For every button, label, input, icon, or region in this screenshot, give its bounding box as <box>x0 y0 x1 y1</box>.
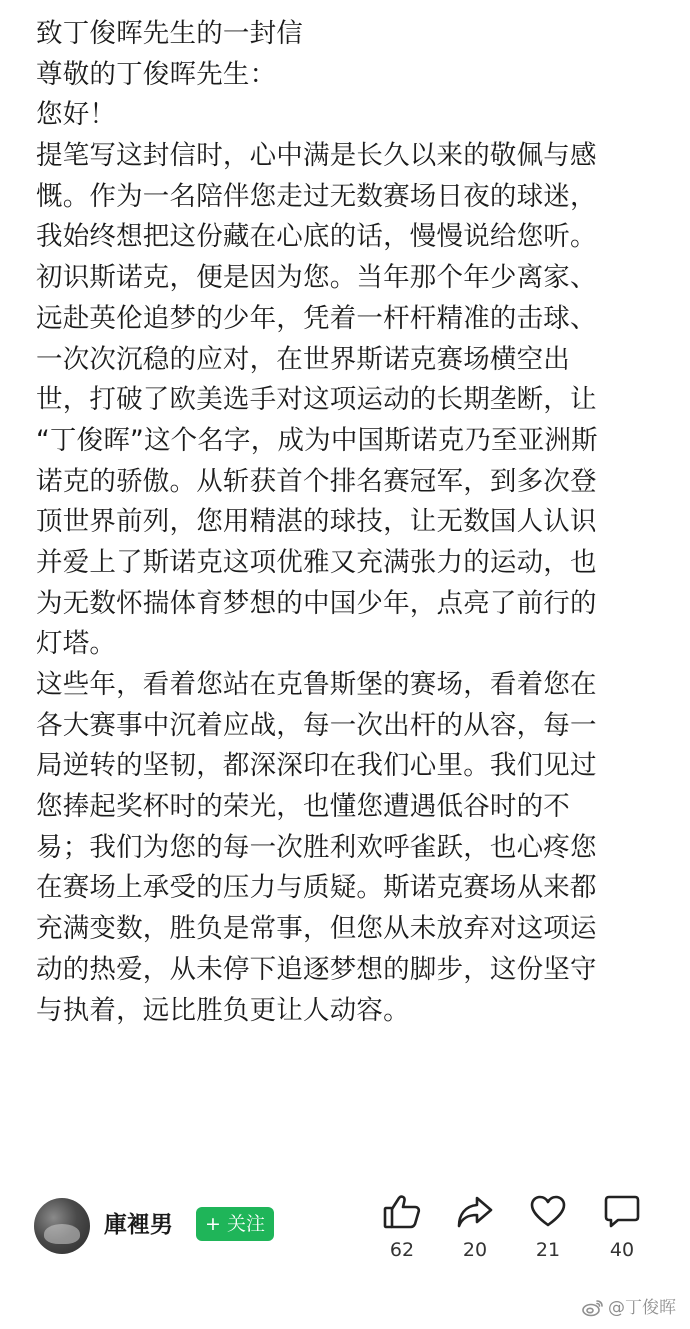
share-arrow-icon <box>456 1194 494 1230</box>
letter-line: 提笔写这封信时，心中满是长久以来的敬佩与感 <box>36 140 597 172</box>
like-count: 62 <box>389 1239 415 1261</box>
letter-line: 世，打破了欧美选手对这项运动的长期垄断，让 <box>36 384 597 416</box>
comment-bubble-icon <box>603 1194 641 1230</box>
letter-line: 初识斯诺克，便是因为您。当年那个年少离家、 <box>36 262 597 294</box>
comment-button[interactable] <box>592 1190 652 1262</box>
letter-line: 充满变数，胜负是常事，但您从未放弃对这项运 <box>36 913 597 945</box>
letter-line: 并爱上了斯诺克这项优雅又充满张力的运动，也 <box>36 546 597 578</box>
letter-line: 灯塔。 <box>36 628 117 660</box>
letter-line: 这些年，看着您站在克鲁斯堡的赛场，看着您在 <box>36 669 597 700</box>
letter-line: 一次次沉稳的应对，在世界斯诺克赛场横空出 <box>36 343 570 375</box>
letter-line: 诺克的骄傲。从斩获首个排名赛冠军，到多次登 <box>36 465 597 497</box>
letter-line: 在赛场上承受的压力与质疑。斯诺克赛场从来都 <box>36 872 597 904</box>
like-button[interactable] <box>372 1190 432 1262</box>
comment-count: 40 <box>609 1239 635 1261</box>
letter-line: 慨。作为一名陪伴您走过无数赛场日夜的球迷， <box>36 180 597 212</box>
letter-line: 我始终想把这份藏在心底的话，慢慢说给您听。 <box>36 221 597 253</box>
share-button[interactable] <box>445 1190 505 1262</box>
letter-line: 局逆转的坚韧，都深深印在我们心里。我们见过 <box>36 750 597 782</box>
letter-line: 动的热爱，从未停下追逐梦想的脚步，这份坚守 <box>36 953 597 985</box>
post-footer <box>0 1190 690 1270</box>
watermark-text: @丁俊晖 <box>608 1298 676 1318</box>
letter-line: 各大赛事中沉着应战，每一次出杆的从容，每一 <box>36 709 597 741</box>
favorite-count: 21 <box>535 1239 561 1261</box>
letter-line: 远赴英伦追梦的少年，凭着一杆杆精准的击球、 <box>36 302 597 334</box>
author-name[interactable]: 庫裡男 <box>104 1212 173 1238</box>
letter-line: 易；我们为您的每一次胜利欢呼雀跃，也心疼您 <box>36 831 597 863</box>
follow-button[interactable]: + 关注 <box>196 1207 274 1241</box>
letter-line: 顶世界前列，您用精湛的球技，让无数国人认识 <box>36 506 597 538</box>
letter-line: 与执着，远比胜负更让人动容。 <box>36 994 410 1026</box>
letter-greeting: 您好！ <box>36 99 117 131</box>
letter-line: “丁俊晖”这个名字，成为中国斯诺克乃至亚洲斯 <box>36 424 598 456</box>
favorite-button[interactable] <box>518 1190 578 1262</box>
letter-title: 致丁俊晖先生的一封信 <box>36 18 303 49</box>
letter-salutation: 尊敬的丁俊晖先生： <box>36 58 277 90</box>
letter-line: 为无数怀揣体育梦想的中国少年，点亮了前行的 <box>36 587 597 619</box>
letter-body <box>36 14 658 1031</box>
heart-icon <box>529 1194 567 1230</box>
watermark <box>582 1297 676 1319</box>
weibo-icon <box>582 1299 604 1317</box>
letter-line: 您捧起奖杯时的荣光，也懂您遭遇低谷时的不 <box>36 791 570 823</box>
avatar[interactable] <box>34 1198 90 1254</box>
share-count: 20 <box>462 1239 488 1261</box>
thumbs-up-icon <box>383 1194 421 1230</box>
